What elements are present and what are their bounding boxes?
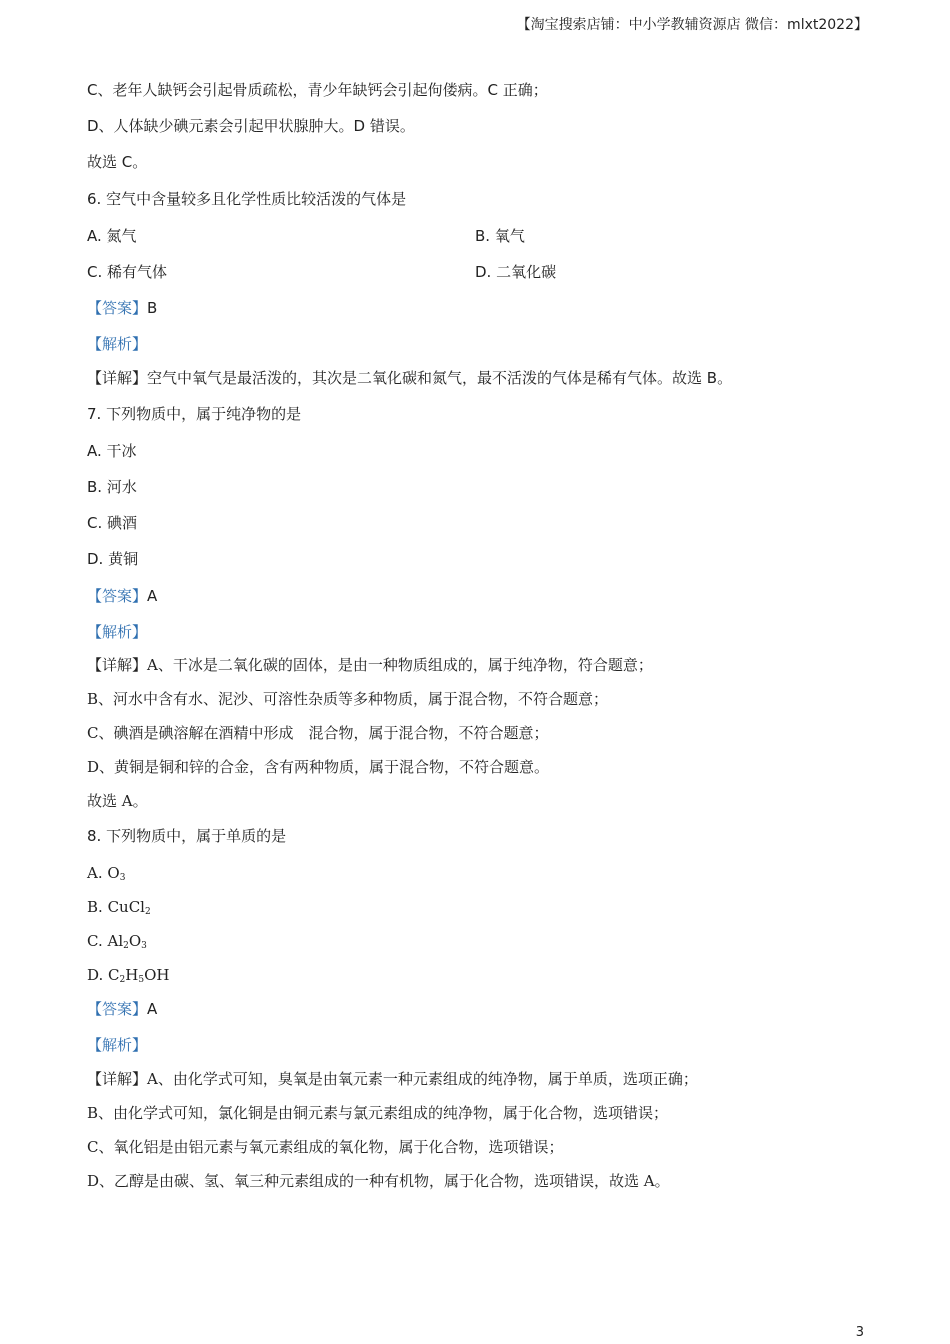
q6-detail-line	[87, 368, 732, 388]
detail-tag: 【详解】	[87, 656, 148, 674]
detail-tag: 【详解】	[87, 369, 148, 387]
q7-option-d: D. 黄铜	[87, 550, 139, 568]
q8-stem: 8. 下列物质中，属于单质的是	[87, 827, 287, 845]
option-label: C.	[87, 932, 108, 950]
analysis-tag: 【解析】	[87, 335, 148, 353]
q7-option-b: B. 河水	[87, 478, 137, 496]
q7-answer-line	[87, 586, 157, 606]
q8-analysis-line	[87, 1035, 147, 1055]
page-number: 3	[855, 1325, 864, 1340]
q7-stem: 7. 下列物质中，属于纯净物的是	[87, 405, 302, 423]
q7-detail-b: B、河水中含有水、泥沙、可溶性杂质等多种物质，属于混合物，不符合题意；	[87, 690, 609, 708]
option-label: A.	[87, 864, 108, 882]
formula-subscript: 3	[119, 873, 126, 883]
option-label: D.	[87, 966, 109, 984]
q6-stem: 6. 空气中含量较多且化学性质比较活泼的气体是	[87, 190, 407, 208]
q6-option-a: A. 氮气	[87, 227, 137, 245]
q6-option-c: C. 稀有气体	[87, 263, 168, 281]
formula-subscript: 5	[138, 975, 145, 985]
q7-detail-c: C、碘酒是碘溶解在酒精中形成 混合物，属于混合物，不符合题意；	[87, 724, 549, 742]
formula-part: O	[128, 932, 142, 950]
detail-tag: 【详解】	[87, 1070, 148, 1088]
q8-detail-b: B、由化学式可知，氯化铜是由铜元素与氯元素组成的纯净物，属于化合物，选项错误；	[87, 1104, 669, 1122]
q8-detail-a: A、由化学式可知，臭氧是由氧元素一种元素组成的纯净物，属于单质，选项正确；	[147, 1070, 698, 1088]
q8-option-d	[87, 965, 169, 990]
answer-tag: 【答案】	[87, 587, 148, 605]
q7-option-c: C. 碘酒	[87, 514, 138, 532]
q8-answer: A	[147, 1000, 158, 1018]
q7-detail-d: D、黄铜是铜和锌的合金，含有两种物质，属于混合物，不符合题意。	[87, 758, 550, 776]
q6-answer-line	[87, 298, 157, 318]
formula-subscript: 2	[144, 907, 151, 917]
answer-tag: 【答案】	[87, 299, 148, 317]
q5-explanation-c: C、老年人缺钙会引起骨质疏松，青少年缺钙会引起佝偻病。C 正确；	[87, 81, 548, 99]
formula-part: C	[108, 966, 120, 984]
formula-subscript: 2	[119, 975, 126, 985]
q7-option-a: A. 干冰	[87, 442, 137, 460]
q8-option-a	[87, 863, 125, 888]
q8-option-c	[87, 931, 147, 956]
q6-detail: 空气中氧气是最活泼的，其次是二氧化碳和氮气，最不活泼的气体是稀有气体。故选 B。	[147, 369, 733, 387]
q7-conclusion: 故选 A。	[87, 792, 148, 810]
option-label: B.	[87, 898, 108, 916]
q8-answer-line	[87, 999, 157, 1019]
q5-conclusion: 故选 C。	[87, 153, 148, 171]
analysis-tag: 【解析】	[87, 623, 148, 641]
q6-option-d: D. 二氧化碳	[475, 263, 557, 281]
formula-subscript: 3	[141, 941, 147, 951]
q8-detail-c: C、氧化铝是由铝元素与氧元素组成的氧化物，属于化合物，选项错误；	[87, 1138, 564, 1156]
q6-option-b: B. 氧气	[475, 227, 525, 245]
answer-tag: 【答案】	[87, 1000, 148, 1018]
analysis-tag: 【解析】	[87, 1036, 148, 1054]
formula-part: CuCl	[107, 898, 145, 916]
formula-subscript: 2	[123, 941, 129, 951]
formula-part: O	[107, 864, 120, 882]
q6-answer: B	[147, 299, 158, 317]
q8-detail-line-a	[87, 1069, 698, 1089]
q7-answer: A	[147, 587, 158, 605]
formula-part: OH	[144, 966, 170, 984]
q7-analysis-line	[87, 622, 147, 642]
q6-analysis-line	[87, 334, 147, 354]
q7-detail-a: A、干冰是二氧化碳的固体，是由一种物质组成的，属于纯净物，符合题意；	[147, 656, 653, 674]
formula-part: H	[125, 966, 139, 984]
page-header: 【淘宝搜索店铺：中小学教辅资源店 微信：mlxt2022】	[516, 17, 868, 33]
q5-explanation-d: D、人体缺少碘元素会引起甲状腺肿大。D 错误。	[87, 117, 415, 135]
q8-option-b	[87, 897, 151, 922]
formula-part: Al	[107, 932, 124, 950]
q8-detail-d: D、乙醇是由碳、氢、氧三种元素组成的一种有机物，属于化合物，选项错误，故选 A。	[87, 1172, 670, 1190]
q7-detail-line-a	[87, 655, 653, 675]
